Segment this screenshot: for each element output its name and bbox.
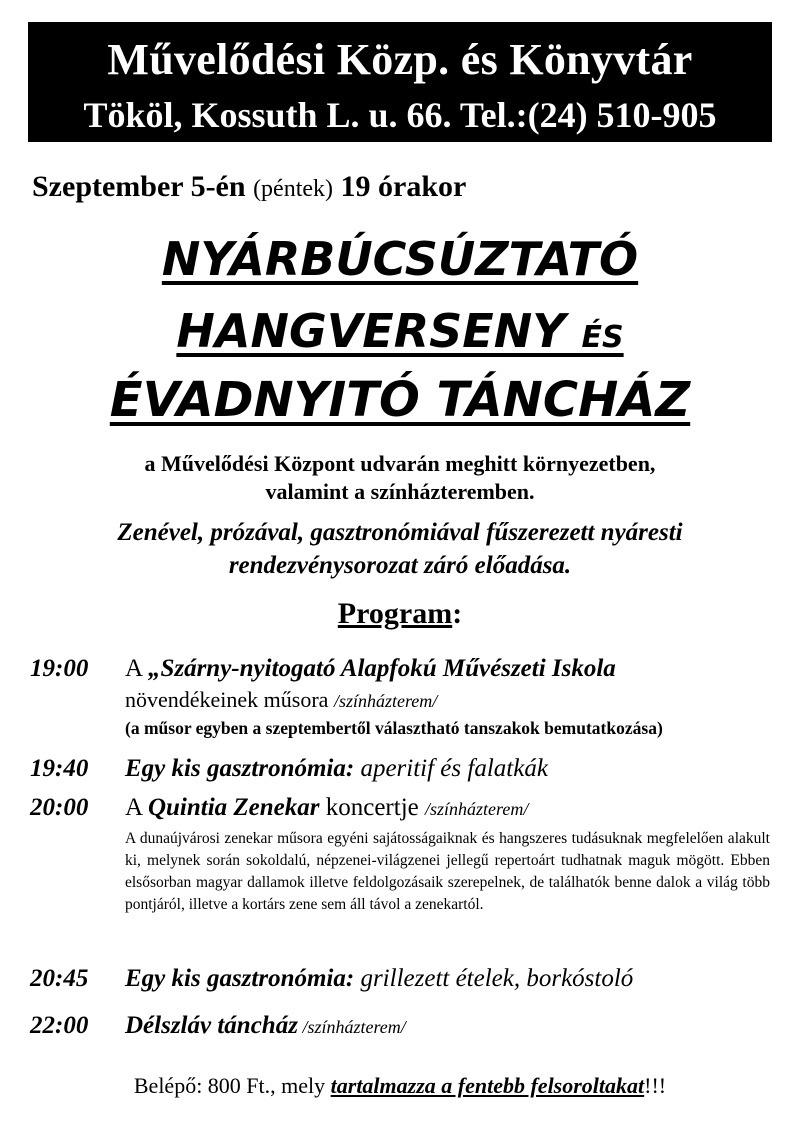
program-item-name: Egy kis gasztronómia:	[125, 965, 355, 992]
title-line-2-conjunction: ÉS	[581, 320, 624, 355]
program-item-detail: aperitif és falatkák	[354, 755, 548, 782]
program-item-subline	[125, 687, 437, 713]
program-item-title	[125, 655, 616, 683]
program-item-prefix: A	[125, 794, 148, 821]
program-item-name: Délszláv táncház	[125, 1012, 298, 1039]
title-line-2	[0, 304, 800, 358]
tagline-line-1: Zenével, prózával, gasztronómiával fűszerezett nyáresti	[117, 519, 683, 546]
admission-emphasis: tartalmazza a fentebb felsoroltakat	[330, 1073, 645, 1098]
program-time: 19:00	[30, 655, 89, 682]
subtitle-line-2: valamint a színházteremben.	[265, 479, 535, 504]
program-item-suffix: koncertje	[319, 794, 425, 821]
event-time: 19 órakor	[340, 170, 467, 203]
program-item-room: /színházterem/	[333, 691, 438, 711]
subtitle-line-1: a Művelődési Központ udvarán meghitt környezetben,	[144, 451, 656, 476]
title-line-1: NYÁRBÚCSÚZTATÓ	[161, 232, 639, 286]
program-item-text: növendékeinek műsora	[125, 687, 334, 712]
program-item-title	[125, 965, 633, 993]
header-banner	[28, 22, 772, 142]
program-item-room: /színházterem/	[297, 1017, 406, 1037]
event-weekday: (péntek)	[253, 176, 334, 202]
program-colon: :	[452, 597, 463, 630]
program-item-description: A dunaújvárosi zenekar műsora egyéni sajátosságaiknak és hangszeres tudásuknak megfelelően alakult ki, melynek során sokoldalú, népzenei-világzenei jellegű repertoárt tudhatnak maguk mögött. Ebben elsősorban magyar dallamok illetve feldolgozásaik szerepelnek, de találhatók benne dalok a világ több pontjáról, illetve a kortárs zene sem áll távol a zenekartól.	[125, 830, 770, 913]
program-time: 19:40	[30, 755, 89, 782]
program-item-title	[125, 755, 548, 783]
event-day: Szeptember 5-én	[32, 170, 246, 203]
institution-name: Művelődési Közp. és Könyvtár	[107, 35, 693, 84]
admission-prefix: Belépő: 800 Ft., mely	[133, 1073, 331, 1098]
program-item-name: Egy kis gasztronómia:	[125, 755, 355, 782]
program-item-note: (a műsor egyben a szeptembertől választható tanszakok bemutatkozása)	[125, 718, 663, 738]
program-item-name: Quintia Zenekar	[147, 794, 320, 821]
program-time: 22:00	[30, 1012, 89, 1039]
program-item-name: „Szárny-nyitogató Alapfokú Művészeti Iskola	[147, 655, 616, 682]
tagline-line-2: rendezvénysorozat záró előadása.	[228, 552, 572, 579]
program-item-room: /színházterem/	[425, 799, 529, 819]
admission-info	[0, 1073, 800, 1099]
program-time: 20:45	[30, 965, 89, 992]
institution-address: Tököl, Kossuth L. u. 66. Tel.:(24) 510-905	[83, 95, 717, 135]
admission-suffix: !!!	[644, 1073, 667, 1098]
title-line-2-main: HANGVERSENY	[176, 304, 566, 358]
title-line-3: ÉVADNYITÓ TÁNCHÁZ	[109, 372, 691, 428]
program-time: 20:00	[30, 794, 89, 821]
program-label: Program	[337, 597, 453, 630]
program-item-detail: grillezett ételek, borkóstoló	[354, 965, 634, 992]
program-heading	[0, 597, 800, 631]
event-date	[32, 170, 466, 204]
program-item-title	[125, 794, 528, 822]
program-item-prefix: A	[125, 655, 148, 682]
program-item-title	[125, 1012, 406, 1040]
